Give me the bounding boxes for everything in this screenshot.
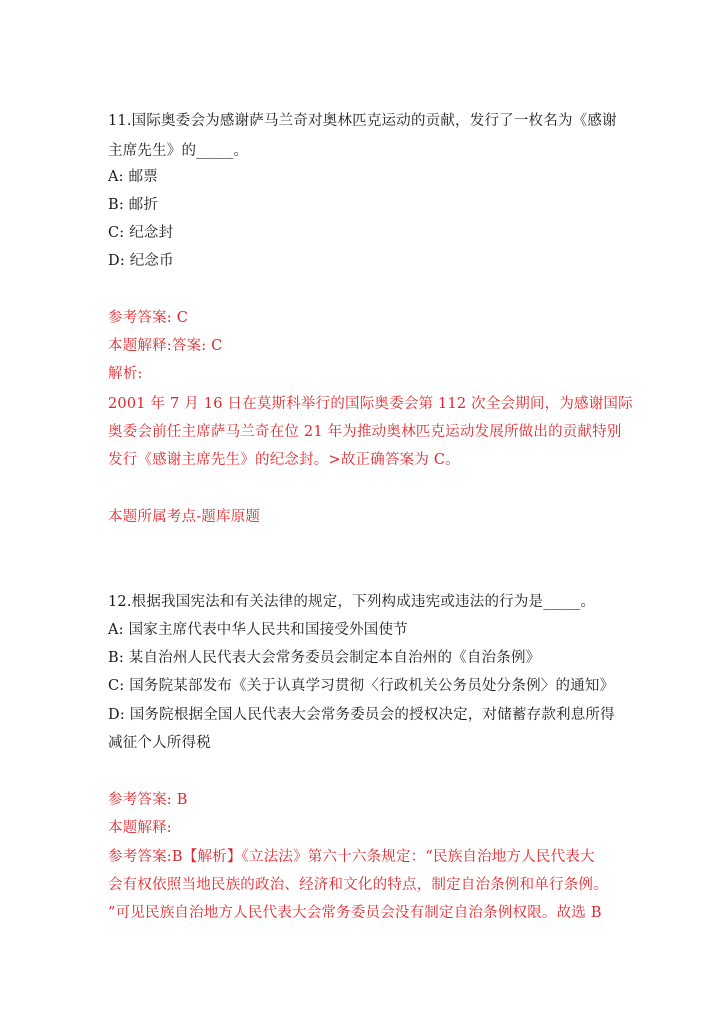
question-12-option-c: C: 国务院某部发布《关于认真学习贯彻〈行政机关公务员处分条例〉的通知》 <box>108 678 615 694</box>
question-11-analysis-line-3: 发行《感谢主席先生》的纪念封。>故正确答案为 C。 <box>108 452 460 468</box>
question-12-option-a: A: 国家主席代表中华人民共和国接受外国使节 <box>108 622 408 638</box>
question-11-analysis-line-1: 2001 年 7 月 16 日在莫斯科举行的国际奥委会第 112 次全会期间，为感谢国际 <box>108 396 633 412</box>
question-12-analysis-line-1: 参考答案:B【解析】《立法法》第六十六条规定：“民族自治地方人民代表大 <box>108 849 595 865</box>
question-12-stem-line-1: 12.根据我国宪法和有关法律的规定，下列构成违宪或违法的行为是_____。 <box>108 594 596 610</box>
question-11-stem-line-1: 11.国际奥委会为感谢萨马兰奇对奥林匹克运动的贡献，发行了一枚名为《感谢 <box>108 113 617 129</box>
question-12-explanation-title: 本题解释: <box>108 820 172 836</box>
question-11-exam-point: 本题所属考点-题库原题 <box>108 509 261 525</box>
question-12-analysis-line-3: ”可见民族自治地方人民代表大会常务委员会没有制定自治条例权限。故选 B <box>108 905 602 921</box>
question-11-option-c: C: 纪念封 <box>108 225 174 241</box>
question-11-explanation-title: 本题解释:答案: C <box>108 338 223 354</box>
question-11-analysis-label: 解析: <box>108 366 143 382</box>
question-11-option-d: D: 纪念币 <box>108 253 174 269</box>
question-11-stem-line-2: 主席先生》的_____。 <box>108 143 249 159</box>
question-12-option-b: B: 某自治州人民代表大会常务委员会制定本自治州的《自治条例》 <box>108 650 541 666</box>
question-11-option-a: A: 邮票 <box>108 169 158 185</box>
question-12-analysis-line-2: 会有权依照当地民族的政治、经济和文化的特点，制定自治条例和单行条例。 <box>108 877 608 893</box>
question-11-option-b: B: 邮折 <box>108 197 159 213</box>
question-12-option-d-line-2: 减征个人所得税 <box>108 735 211 751</box>
question-11-reference-answer: 参考答案: C <box>108 310 188 326</box>
question-12-option-d-line-1: D: 国务院根据全国人民代表大会常务委员会的授权决定，对储蓄存款利息所得 <box>108 707 615 723</box>
question-12-reference-answer: 参考答案: B <box>108 792 188 808</box>
question-11-analysis-line-2: 奥委会前任主席萨马兰奇在位 21 年为推动奥林匹克运动发展所做出的贡献特别 <box>108 424 622 440</box>
